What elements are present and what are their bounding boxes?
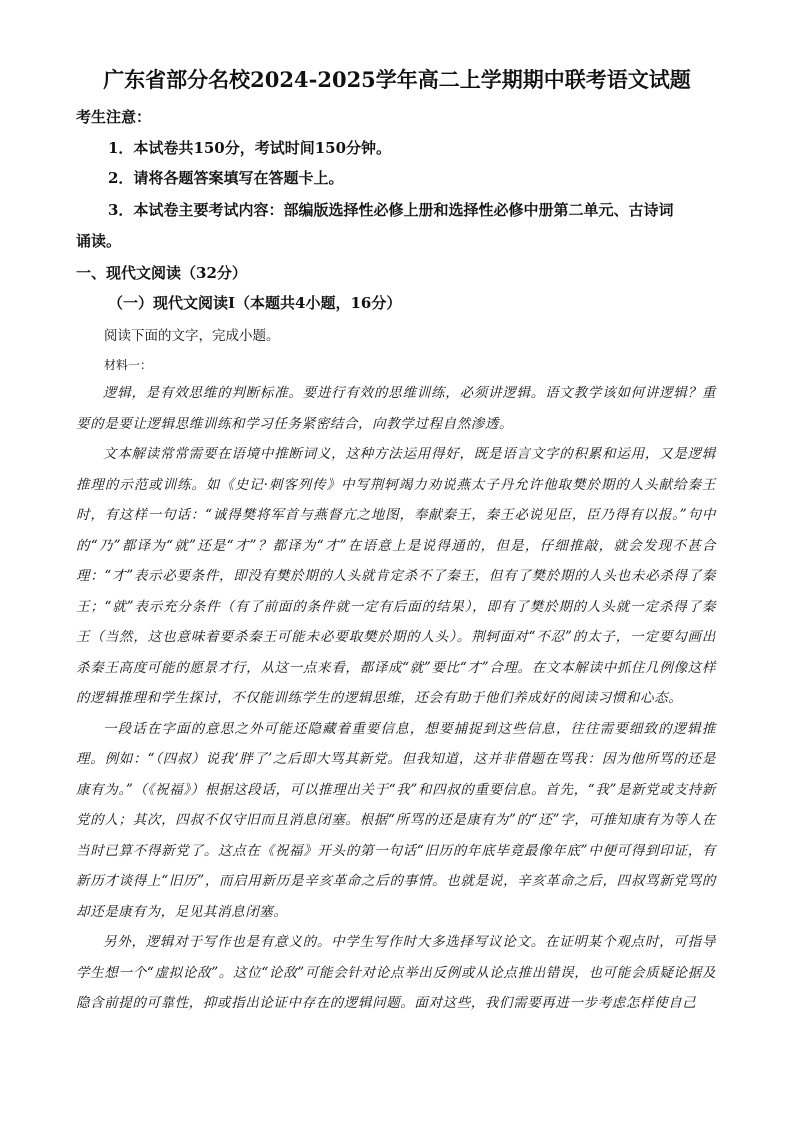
notice-item-3-continued: 诵读。 <box>76 232 122 250</box>
page-title: 广东省部分名校2024-2025学年高二上学期期中联考语文试题 <box>103 67 691 92</box>
section-heading: 一、现代文阅读（32分） <box>76 264 247 282</box>
subsection-heading: （一）现代文阅读Ⅰ（本题共4小题，16分） <box>108 294 402 312</box>
material-paragraph: 一段话在字面的意思之外可能还隐藏着重要信息，想要捕捉到这些信息，往往需要细致的逻辑推理。例如：“（四叔）说我‘胖了’之后即大骂其新党。但我知道，这并非借题在骂我：因为他所骂的还是康有为。”（《祝福》）根据这段话，可以推理出关于“我”和四叔的重要信息。首先，“我”是新党或支持新党的人；其次，四叔不仅守旧而且消息闭塞。根据“所骂的还是康有为”的“还”字，可推知康有为等人在当时已算不得新党了。这点在《祝福》开头的第一句话“旧历的年底毕竟最像年底”中便可得到印证，有新历才谈得上“旧历”，而启用新历是辛亥革命之后的事情。也就是说，辛亥革命之后，四叔骂新党骂的却还是康有为，足见其消息闭塞。 <box>76 720 716 920</box>
notice-item-1: 1．本试卷共150分，考试时间150分钟。 <box>108 139 392 157</box>
notice-heading: 考生注意： <box>76 108 152 126</box>
notice-item-2: 2．请将各题答案填写在答题卡上。 <box>108 169 344 187</box>
notice-item-3: 3．本试卷主要考试内容：部编版选择性必修上册和选择性必修中册第二单元、古诗词 <box>108 201 674 219</box>
material-label: 材料一： <box>104 358 153 372</box>
reading-instruction: 阅读下面的文字，完成小题。 <box>104 328 280 344</box>
material-text <box>76 378 716 1019</box>
material-paragraph: 另外，逻辑对于写作也是有意义的。中学生写作时大多选择写议论文。在证明某个观点时，可指导学生想一个“虚拟论敌”。这位“论敌”可能会针对论点举出反例或从论点推出错误，也可能会质疑论据及隐含前提的可靠性，抑或指出论证中存在的逻辑问题。面对这些，我们需要再进一步考虑怎样使自己 <box>76 934 716 1011</box>
material-paragraph: 逻辑，是有效思维的判断标准。要进行有效的思维训练，必须讲逻辑。语文教学该如何讲逻辑？重要的是要让逻辑思维训练和学习任务紧密结合，向教学过程自然渗透。 <box>76 385 716 432</box>
material-paragraph: 文本解读常常需要在语境中推断词义，这种方法运用得好，既是语言文字的积累和运用，又是逻辑推理的示范或训练。如《史记·刺客列传》中写荆轲竭力劝说燕太子丹允许他取樊於期的人头献给秦王时，有这样一句话：“诚得樊将军首与燕督亢之地图，奉献秦王，秦王必说见臣，臣乃得有以报。”句中的“乃”都译为“就”还是“才”？都译为“才”在语意上是说得通的，但是，仔细推敲，就会发现不甚合理：“才”表示必要条件，即没有樊於期的人头就肯定杀不了秦王，但有了樊於期的人头也未必杀得了秦王；“就”表示充分条件（有了前面的条件就一定有后面的结果），即有了樊於期的人头就一定杀得了秦王（当然，这也意味着要杀秦王可能未必要取樊於期的人头）。荆轲面对“不忍”的太子，一定要勾画出杀秦王高度可能的愿景才行，从这一点来看，都译成“就”要比“才”合理。在文本解读中抓住几例像这样的逻辑推理和学生探讨，不仅能训练学生的逻辑思维，还会有助于他们养成好的阅读习惯和心态。 <box>76 446 716 706</box>
